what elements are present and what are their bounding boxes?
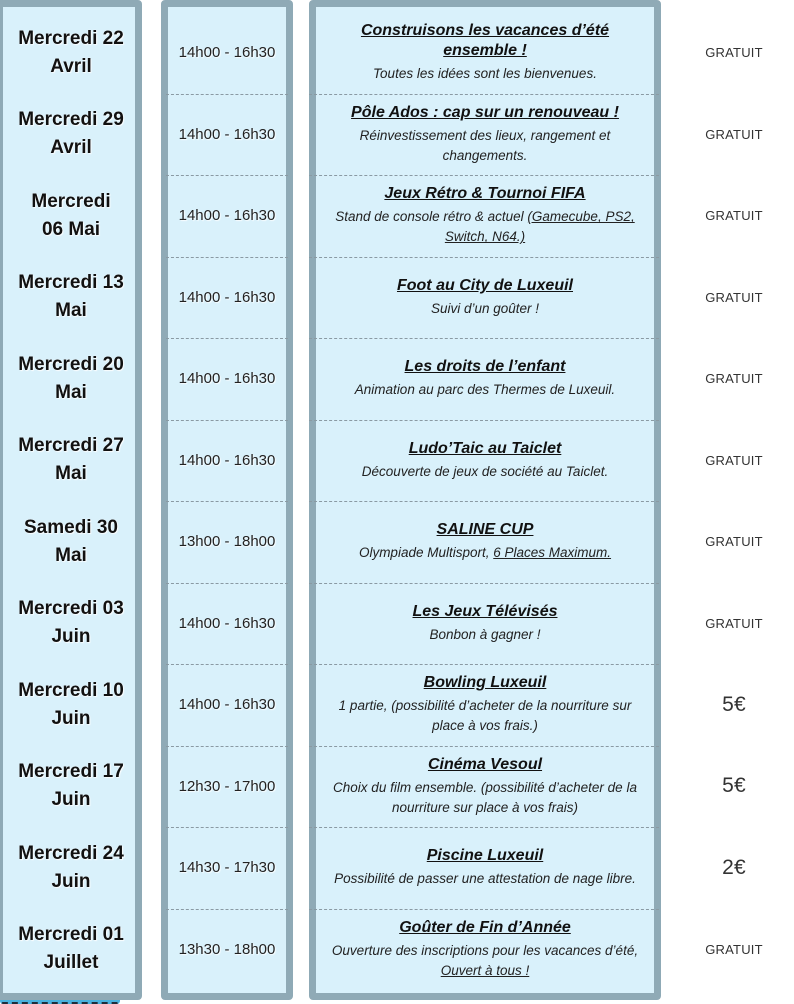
description-underlined: 6 Places Maximum. xyxy=(493,545,612,561)
price-badge: 2€ xyxy=(702,836,766,900)
row-time: 14h00 - 16h30 xyxy=(178,614,276,632)
activity-title: Cinéma Vesoul xyxy=(427,755,543,773)
activity-title: Goûter de Fin d’Année xyxy=(399,918,571,936)
row-date xyxy=(0,175,142,257)
activity-title: Pôle Ados : cap sur un renouveau ! xyxy=(351,103,619,121)
date-line-1: Mercredi 17 xyxy=(18,761,124,783)
date-line-1: Mercredi 13 xyxy=(18,272,124,294)
activity-description xyxy=(359,543,611,563)
date-line-1: Mercredi 29 xyxy=(18,109,124,131)
row-activity xyxy=(316,585,654,663)
activity-description xyxy=(324,778,646,818)
date-line-1: Mercredi 24 xyxy=(18,842,124,864)
row-activity xyxy=(316,177,654,255)
activity-description xyxy=(355,380,615,400)
date-line-1: Mercredi 10 xyxy=(18,679,124,701)
date-line-2: Mai xyxy=(55,381,87,403)
description-text: Bonbon à gagner ! xyxy=(429,626,541,642)
date-line-1: Mercredi xyxy=(31,190,111,212)
row-date xyxy=(0,12,142,94)
price-badge: GRATUIT xyxy=(702,102,766,166)
description-text: Réinvestissement des lieux, rangement et changements. xyxy=(359,127,611,163)
price-badge: GRATUIT xyxy=(702,21,766,85)
date-line-2: Mai xyxy=(55,300,87,322)
price-badge: GRATUIT xyxy=(702,510,766,574)
description-underlined: (Gamecube, PS2, Switch, N64.) xyxy=(444,209,635,245)
row-time: 14h00 - 16h30 xyxy=(178,44,276,62)
date-line-2: Juin xyxy=(51,789,91,811)
row-activity xyxy=(316,748,654,826)
description-text: Choix du film ensemble. (possibilité d’acheter de la nourriture sur place à vos frais) xyxy=(333,779,637,815)
activity-description xyxy=(373,64,597,84)
date-line-2: Juillet xyxy=(43,952,99,974)
date-line-1: Mercredi 20 xyxy=(18,353,124,375)
activity-description xyxy=(429,625,540,645)
row-date xyxy=(0,909,142,991)
row-date xyxy=(0,827,142,909)
activity-separator xyxy=(309,175,659,176)
price-badge: 5€ xyxy=(702,673,766,737)
activity-description xyxy=(324,941,646,981)
description-text: Suivi d’un goûter ! xyxy=(430,300,540,316)
date-line-2: Avril xyxy=(50,55,92,77)
row-time: 14h00 - 16h30 xyxy=(178,207,276,225)
row-date xyxy=(0,746,142,828)
description-text: Toutes les idées sont les bienvenues. xyxy=(373,66,597,82)
row-date xyxy=(0,583,142,665)
description-text: Olympiade Multisport, xyxy=(358,545,490,561)
date-line-2: Juin xyxy=(51,707,91,729)
date-line-2: Juin xyxy=(51,626,91,648)
date-line-2: 06 Mai xyxy=(41,218,101,240)
row-date xyxy=(0,94,142,176)
date-line-1: Mercredi 22 xyxy=(18,27,124,49)
row-activity xyxy=(316,503,654,581)
date-line-2: Juin xyxy=(51,870,91,892)
activity-title: Bowling Luxeuil xyxy=(423,674,547,692)
activity-description xyxy=(334,869,636,889)
activity-separator xyxy=(309,501,659,502)
activity-title: Les droits de l’enfant xyxy=(404,358,566,376)
row-time: 13h30 - 18h00 xyxy=(178,940,276,958)
description-text: Découverte de jeux de société au Taiclet. xyxy=(361,463,609,479)
activity-separator xyxy=(309,827,659,828)
price-badge: GRATUIT xyxy=(702,917,766,981)
description-text: Stand de console rétro & actuel xyxy=(335,209,524,225)
price-badge: GRATUIT xyxy=(702,428,766,492)
price-badge: GRATUIT xyxy=(702,184,766,248)
activity-description xyxy=(324,126,646,166)
row-activity xyxy=(316,666,654,744)
date-line-1: Samedi 30 xyxy=(24,516,118,538)
activity-separator xyxy=(309,664,659,665)
row-date xyxy=(0,338,142,420)
description-text: Ouverture des inscriptions pour les vacances d’été, xyxy=(331,942,639,958)
date-line-2: Avril xyxy=(50,137,92,159)
date-line-2: Mai xyxy=(55,544,87,566)
activity-title: Jeux Rétro & Tournoi FIFA xyxy=(384,185,586,203)
row-activity xyxy=(316,422,654,500)
date-line-1: Mercredi 27 xyxy=(18,435,124,457)
row-activity xyxy=(316,340,654,418)
activity-description xyxy=(324,207,646,247)
row-time: 14h00 - 16h30 xyxy=(178,370,276,388)
activity-title: SALINE CUP xyxy=(436,521,534,539)
row-time: 14h00 - 16h30 xyxy=(178,451,276,469)
row-date xyxy=(0,664,142,746)
date-line-1: Mercredi 01 xyxy=(18,924,124,946)
date-line-2: Mai xyxy=(55,463,87,485)
row-time: 14h00 - 16h30 xyxy=(178,696,276,714)
price-badge: GRATUIT xyxy=(702,347,766,411)
row-activity xyxy=(316,911,654,989)
row-activity xyxy=(316,259,654,337)
activity-separator xyxy=(309,338,659,339)
date-line-1: Mercredi 03 xyxy=(18,598,124,620)
activity-title: Piscine Luxeuil xyxy=(426,847,544,865)
activity-title: Ludo’Taic au Taiclet xyxy=(408,439,562,457)
price-badge: GRATUIT xyxy=(702,265,766,329)
activity-description xyxy=(362,462,608,482)
row-activity xyxy=(316,14,654,92)
description-text: Possibilité de passer une attestation de nage libre. xyxy=(334,871,636,887)
row-date xyxy=(0,501,142,583)
activity-description xyxy=(431,299,539,319)
row-time: 14h00 - 16h30 xyxy=(178,125,276,143)
activity-title: Foot au City de Luxeuil xyxy=(396,276,573,294)
price-badge: 5€ xyxy=(702,754,766,818)
description-text: 1 partie, (possibilité d’acheter de la nourriture sur place à vos frais.) xyxy=(338,698,632,734)
price-badge: GRATUIT xyxy=(702,591,766,655)
row-date xyxy=(0,420,142,502)
description-underlined: Ouvert à tous ! xyxy=(440,962,530,978)
activity-description xyxy=(324,696,646,736)
row-date xyxy=(0,257,142,339)
description-text: Animation au parc des Thermes de Luxeuil. xyxy=(354,382,616,398)
activity-title: Construisons les vacances d’été ensemble ! xyxy=(360,22,610,60)
row-time: 12h30 - 17h00 xyxy=(178,777,276,795)
row-time: 14h30 - 17h30 xyxy=(178,859,276,877)
row-activity xyxy=(316,96,654,174)
activity-title: Les Jeux Télévisés xyxy=(412,602,558,620)
row-time: 13h00 - 18h00 xyxy=(178,533,276,551)
row-activity xyxy=(316,829,654,907)
row-time: 14h00 - 16h30 xyxy=(178,288,276,306)
